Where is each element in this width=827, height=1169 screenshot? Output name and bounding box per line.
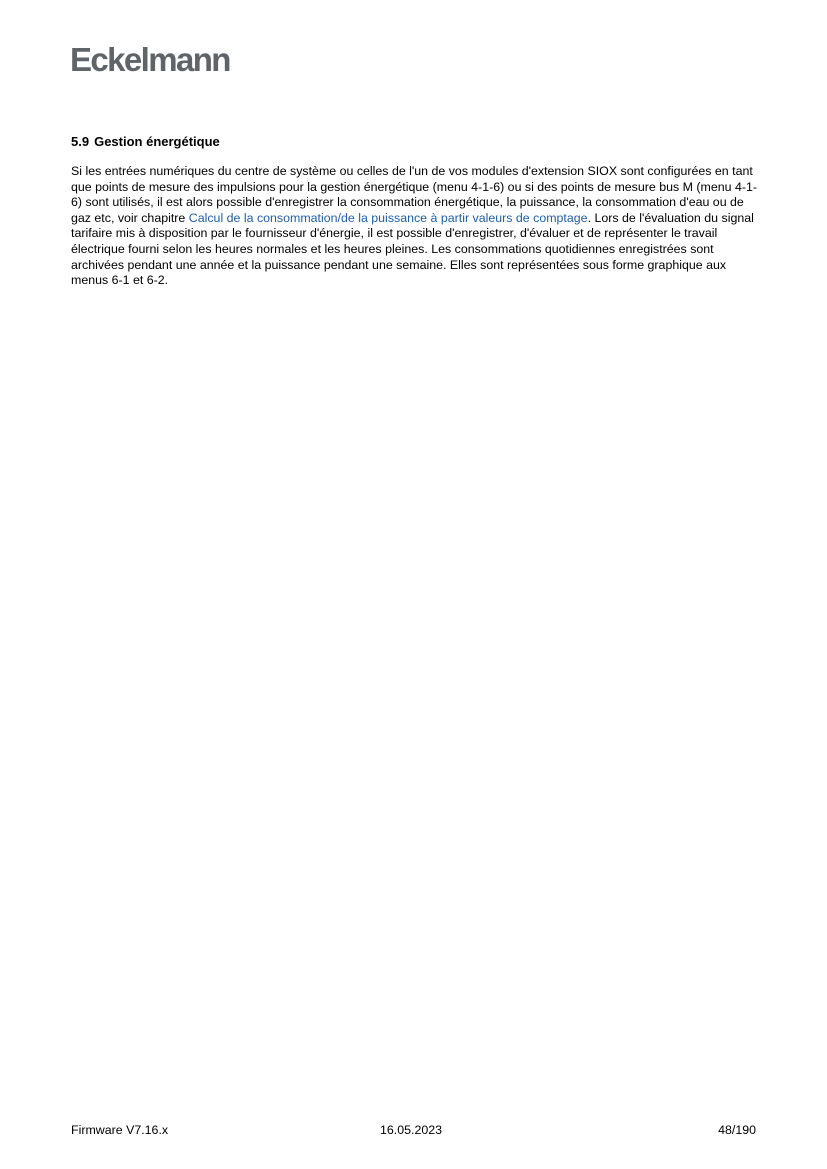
paragraph-text-end: . Lors de l'évaluation du signal tarifaire mis à disposition par le fournisseur d'énergie, il est possible d'enregistrer, d'évaluer et de représenter le travail électrique fourni selon les heures normales et les heures pleines. Les consommations quotidiennes enregistrées sont archivées pendant une année et la puissance pendant une semaine. Elles sont représentées sous forme graphique aux menus 6-1 et 6-2. bbox=[71, 210, 754, 288]
footer-firmware-version: Firmware V7.16.x bbox=[71, 1123, 169, 1137]
section-number: 5.9 bbox=[71, 134, 90, 149]
section-paragraph bbox=[71, 164, 761, 289]
section-heading bbox=[71, 134, 220, 150]
company-logo: Eckelmann bbox=[70, 41, 230, 78]
footer-date: 16.05.2023 bbox=[380, 1123, 443, 1137]
footer-page-number: 48/190 bbox=[718, 1123, 756, 1137]
section-title: Gestion énergétique bbox=[94, 134, 220, 149]
paragraph-text-start: Si les entrées numériques du centre de système ou celles de l'un de vos modules d'extension SIOX sont configurées en tant que points de mesure des impulsions pour la gestion énergétique (menu 4-1-6) ou si des points de mesure bus M (menu 4-1-6) sont utilisés, il est alors possible d'enregistrer la consommation énergétique, la puissance, la consommation d'eau ou de gaz etc, voir chapitre bbox=[71, 164, 757, 225]
chapter-link[interactable]: Calcul de la consommation/de la puissance à partir valeurs de comptage bbox=[188, 210, 588, 225]
